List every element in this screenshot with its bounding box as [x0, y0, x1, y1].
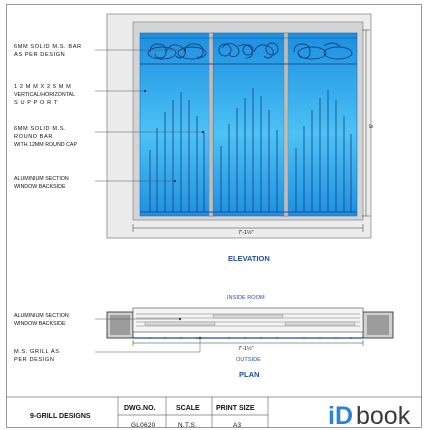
plan-width-dim: 7'-1½" — [238, 346, 254, 352]
mullion-right — [284, 33, 288, 216]
value-scale: N.T.S. — [178, 422, 198, 429]
label-grill-2: PER DESIGN — [14, 357, 55, 363]
value-dwg-no: GL0620 — [131, 422, 156, 429]
plan-outside-label: OUTSIDE — [236, 357, 261, 363]
label-aluminium-plan-2: WINDOW BACKSIDE — [14, 321, 66, 327]
elev-width-dim: 7'-1½" — [238, 230, 254, 236]
header-dwg-no: DWG.NO. — [124, 405, 156, 412]
label-support-1: 1 2 M M X 2 5 M M — [14, 84, 72, 90]
label-aluminium-elev-1: ALUMINIUM SECTION — [14, 176, 69, 182]
header-scale: SCALE — [176, 405, 200, 412]
label-aluminium-plan-1: ALUMINIUM SECTION — [14, 313, 69, 319]
mullion-left — [209, 33, 213, 216]
plan-title: PLAN — [239, 370, 260, 379]
label-support-3: S U P P O R T — [14, 100, 58, 106]
plan-inside-label: INSIDE ROOM — [227, 295, 265, 301]
svg-text:book: book — [356, 402, 411, 430]
label-grill-1: M.S. GRILL AS — [14, 349, 60, 355]
plan-window-section — [133, 308, 363, 332]
svg-text:iD: iD — [328, 402, 353, 430]
glass-pane-left — [140, 33, 213, 216]
label-round-bar-2: ROUND BAR — [14, 134, 53, 140]
label-round-bar-3: WITH 12MM ROUND CAP — [14, 142, 77, 148]
idbook-logo — [328, 402, 411, 430]
plan-section — [107, 308, 393, 346]
glass-pane-right — [286, 33, 357, 216]
elevation-window — [107, 14, 371, 238]
label-solid-bar-2: AS PER DESIGN — [14, 52, 66, 58]
elevation-title: ELEVATION — [228, 254, 270, 263]
label-aluminium-elev-2: WINDOW BACKSIDE — [14, 184, 66, 190]
label-solid-bar-1: 6MM SOLID M.S. BAR — [14, 44, 82, 50]
label-round-bar-1: 6MM SOLID M.S. — [14, 126, 67, 132]
header-print-size: PRINT SIZE — [216, 405, 255, 412]
label-support-2: VERTICAL/HORIZONTAL — [14, 92, 76, 98]
value-print-size: A3 — [233, 422, 242, 429]
elev-height-dim: 6' — [369, 123, 375, 128]
title-block-name: 9-GRILL DESIGNS — [30, 413, 91, 420]
glass-pane-center — [213, 33, 286, 216]
